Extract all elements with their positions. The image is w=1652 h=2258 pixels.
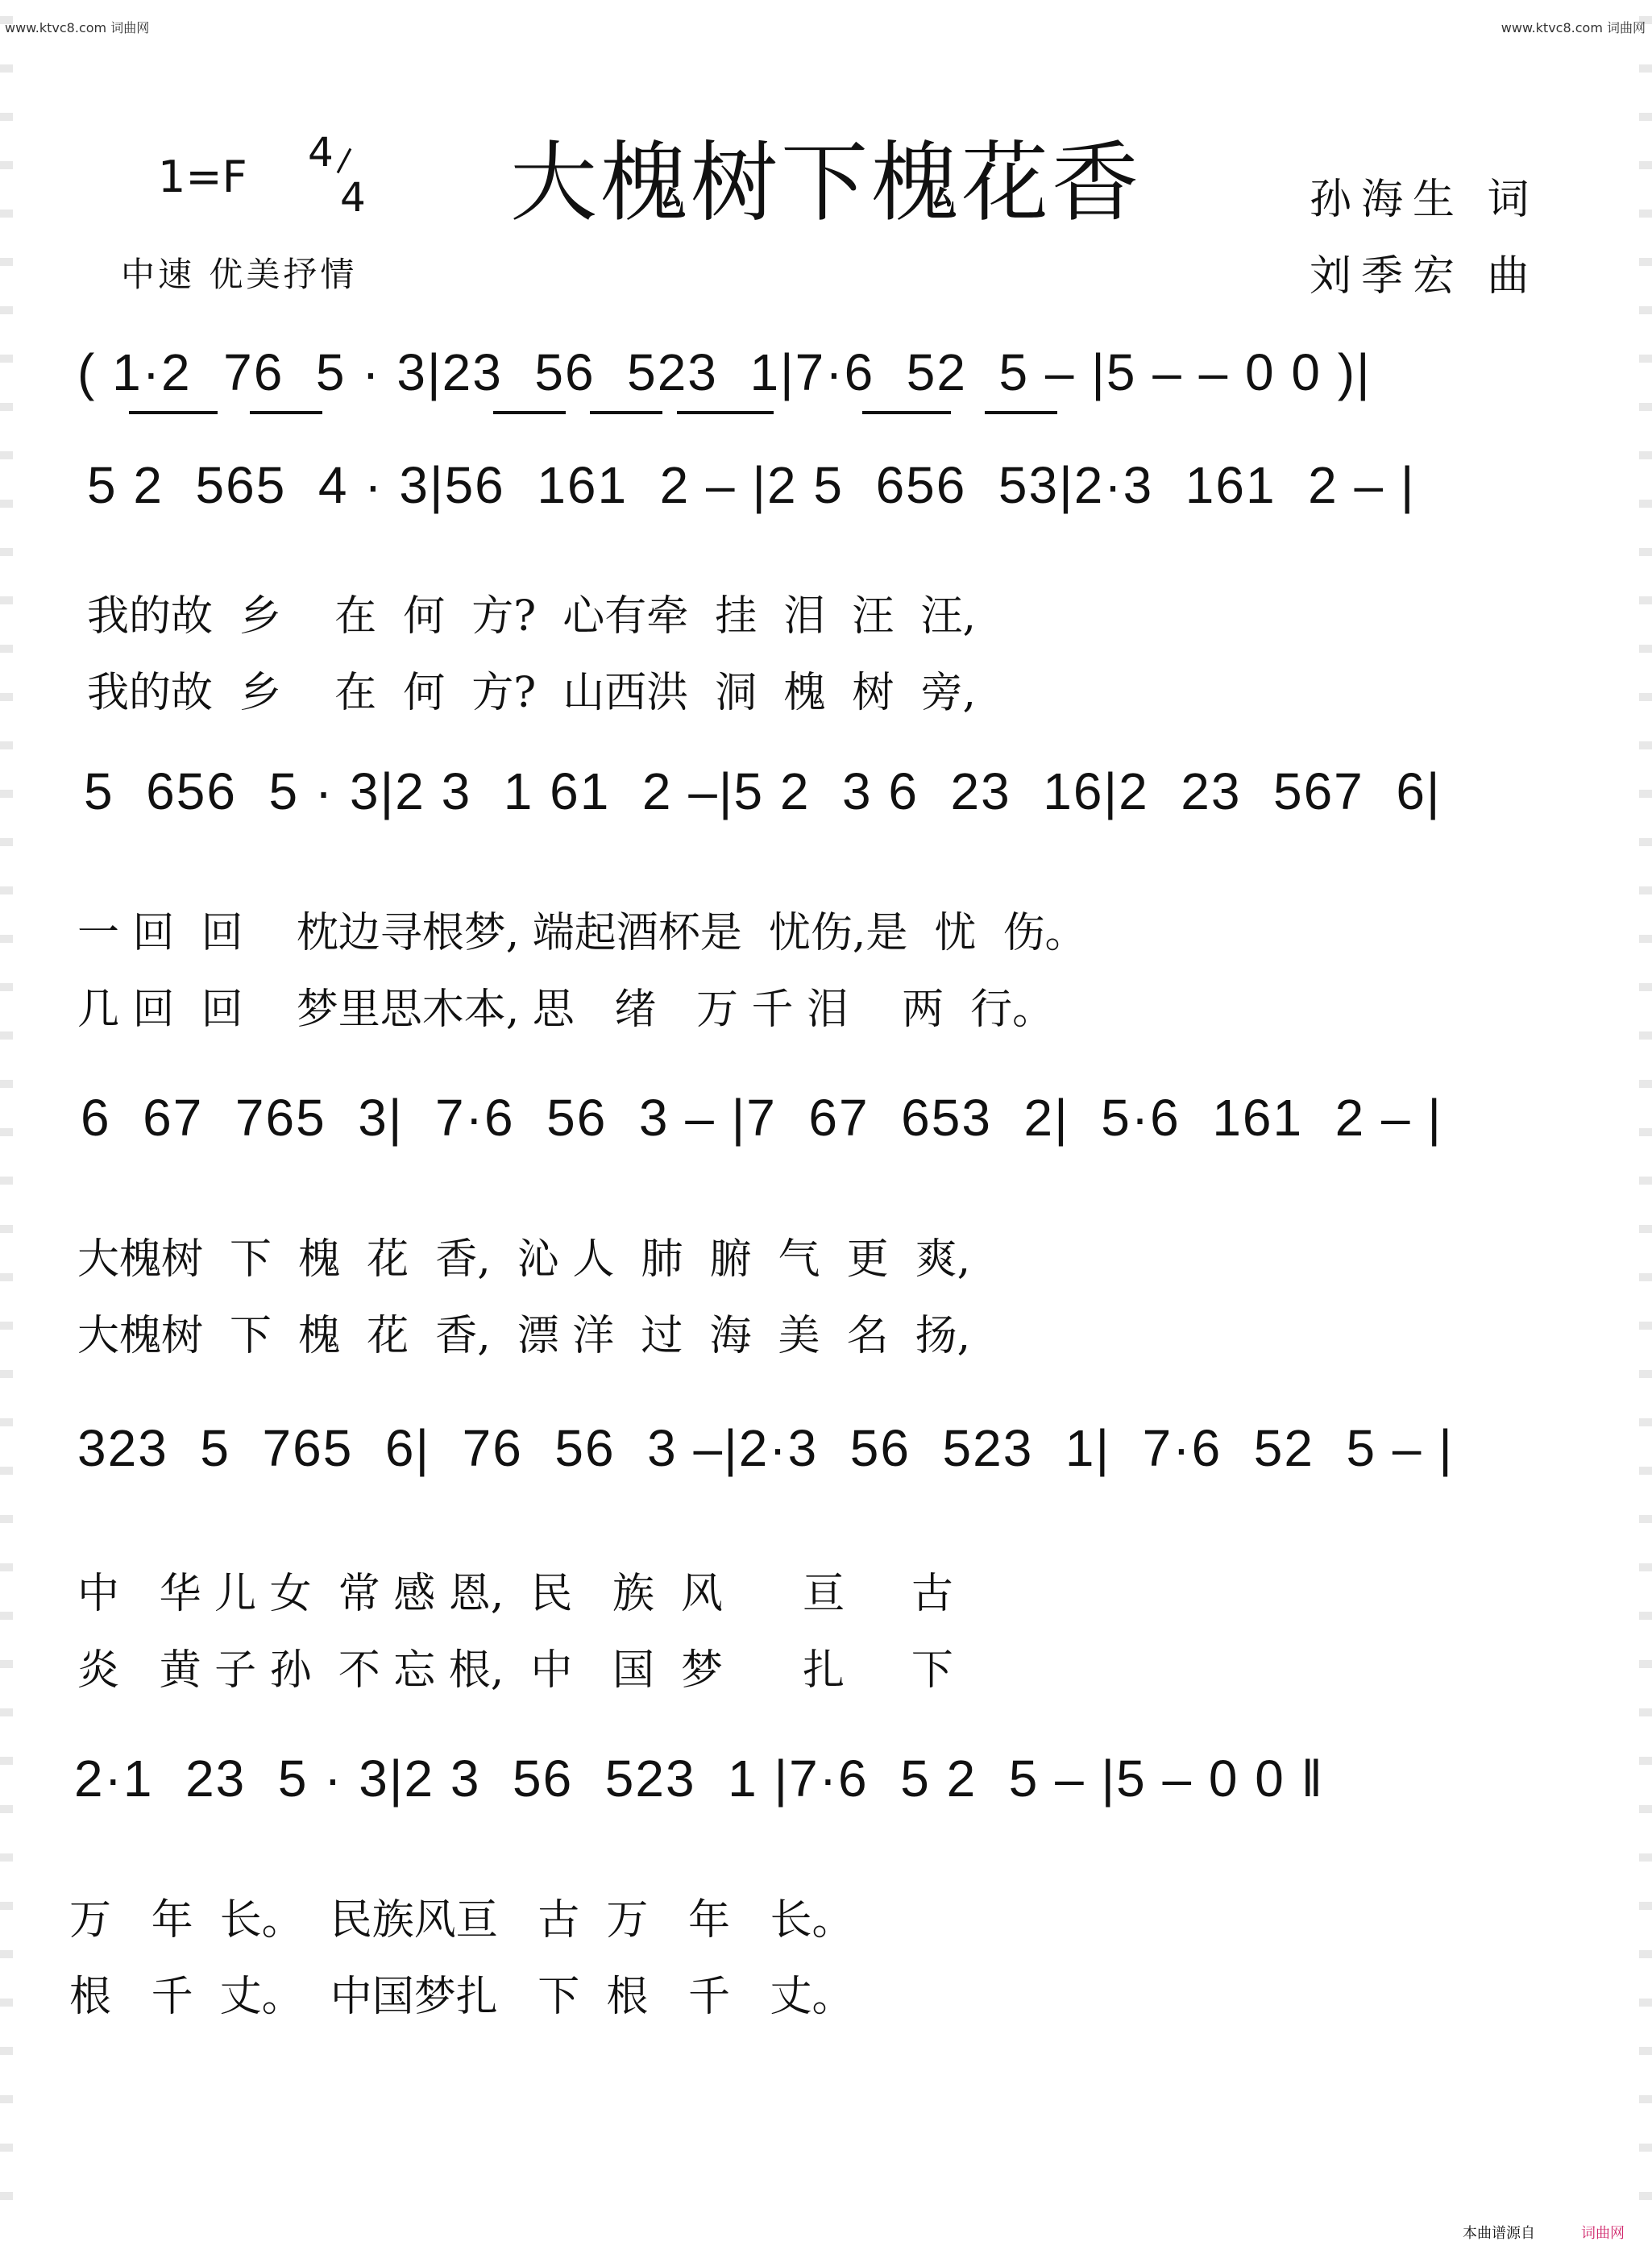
lyric-line-5-verse-1: 中 华 儿 女 常 感 恩, 民 族 风 亘 古 (77, 1570, 953, 1618)
beam-underline (985, 411, 1057, 414)
key-signature: 1=F (158, 152, 247, 202)
left-margin-watermark-strip (0, 16, 13, 2240)
footer-source-note: 本曲谱源自 (1463, 2225, 1535, 2242)
notation-line-2: 5 2 565 4 · 3|56 161 2 – |2 5 656 53|2·3 161 2 – | (87, 456, 1416, 514)
time-signature-bottom: 4 (340, 174, 366, 221)
beam-underline (862, 411, 951, 414)
right-margin-watermark-strip (1639, 16, 1652, 2240)
lyric-line-3-verse-2: 几 回 回 梦里思木本, 思 绪 万 千 泪 两 行。 (77, 986, 1055, 1034)
beam-underline (493, 411, 566, 414)
lyric-line-4-verse-1: 大槐树 下 槐 花 香, 沁 人 肺 腑 气 更 爽, (77, 1235, 971, 1284)
notation-line-6: 2·1 23 5 · 3|2 3 56 523 1 |7·6 5 2 5 – |5 – 0 0 ‖ (74, 1750, 1325, 1808)
notation-line-5: 323 5 765 6| 76 56 3 –|2·3 56 523 1| 7·6 52 5 – | (77, 1419, 1454, 1477)
lyric-line-4-verse-2: 大槐树 下 槐 花 香, 漂 洋 过 海 美 名 扬, (77, 1312, 971, 1360)
lyric-line-2-verse-2: 我的故 乡 在 何 方? 山西洪 洞 槐 树 旁, (87, 669, 976, 717)
source-url-left: www.ktvc8.com 词曲网 (5, 20, 150, 35)
lyric-line-6-verse-1: 万 年 长。 民族风亘 古 万 年 长。 (69, 1896, 854, 1945)
lyric-line-5-verse-2: 炎 黄 子 孙 不 忘 根, 中 国 梦 扎 下 (77, 1646, 953, 1695)
lyricist-credit: 孙海生 词 (1310, 176, 1539, 224)
song-title: 大槐树下槐花香 (509, 133, 1142, 234)
beam-underline (129, 411, 218, 414)
lyric-line-6-verse-2: 根 千 丈。 中国梦扎 下 根 千 丈。 (69, 1973, 854, 2021)
lyric-line-3-verse-1: 一 回 回 枕边寻根梦, 端起酒杯是 忧伤,是 忧 伤。 (77, 909, 1087, 957)
composer-credit: 刘季宏 曲 (1310, 252, 1539, 301)
beam-underline (590, 411, 662, 414)
beam-underline (250, 411, 322, 414)
tempo-marking: 中速 优美抒情 (121, 255, 358, 294)
notation-line-1: ( 1·2 76 5 · 3|23 56 523 1|7·6 52 5 – |5 – – 0 0 )| (77, 343, 1372, 401)
beam-underline (677, 411, 774, 414)
source-url-right: www.ktvc8.com 词曲网 (1500, 20, 1646, 35)
notation-line-3: 5 656 5 · 3|2 3 1 61 2 –|5 2 3 6 23 16|2 23 567 6| (84, 762, 1442, 820)
lyric-line-2-verse-1: 我的故 乡 在 何 方? 心有牵 挂 泪 汪 汪, (87, 592, 976, 641)
notation-line-4: 6 67 765 3| 7·6 56 3 – |7 67 653 2| 5·6 161 2 – | (81, 1089, 1443, 1147)
time-signature-top: 4 (308, 129, 334, 176)
footer-site-link[interactable]: 词曲网 (1581, 2225, 1625, 2242)
